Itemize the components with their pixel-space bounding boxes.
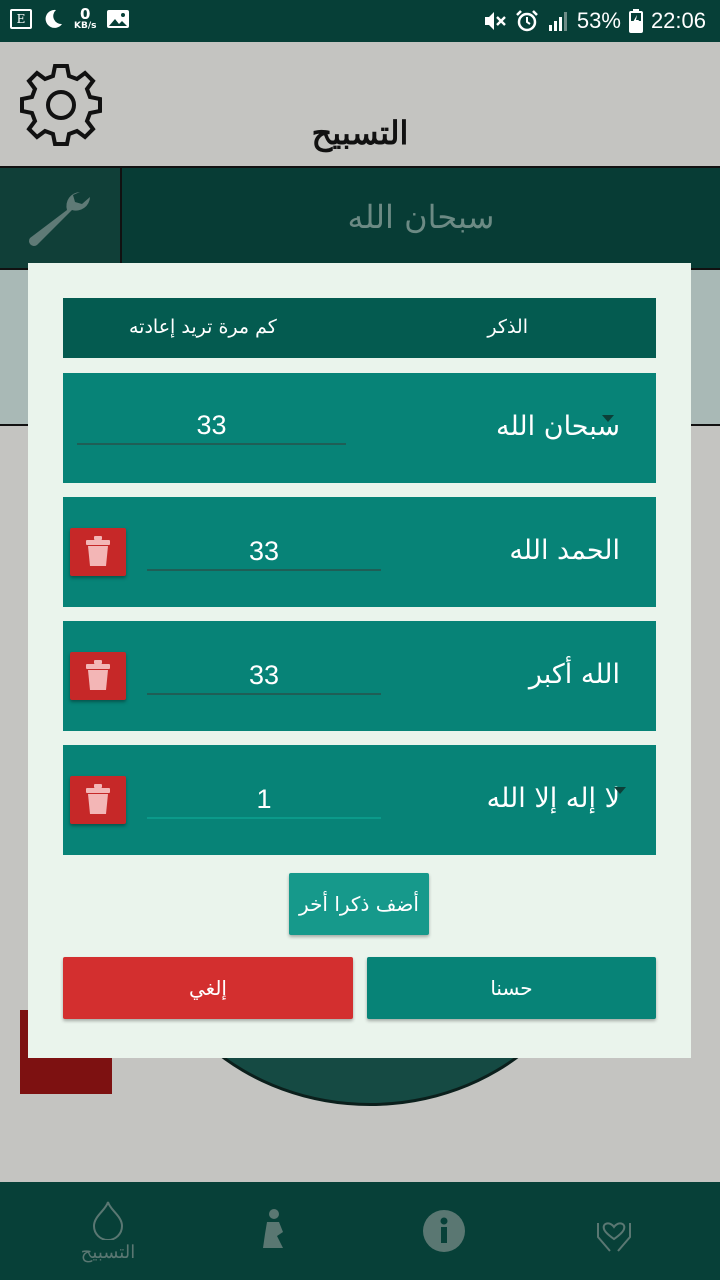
moon-icon: [42, 8, 64, 30]
dialog-table-header: [63, 298, 656, 358]
notification-e-icon: E: [10, 9, 32, 29]
dropdown-caret-icon: [602, 415, 614, 422]
battery-icon: [629, 9, 643, 33]
nav-label-tasbih: التسبيح: [80, 1241, 136, 1263]
speed-value: 0: [80, 5, 91, 23]
network-speed: [74, 7, 96, 31]
status-bar: [0, 0, 720, 42]
app-bar: [0, 42, 720, 166]
nav-item-prayer[interactable]: [184, 1182, 364, 1280]
image-icon: [106, 8, 130, 30]
trash-icon: [85, 784, 111, 816]
signal-icon: [547, 10, 569, 32]
dhikr-name[interactable]: لا إله إلا الله: [486, 783, 620, 814]
bottom-navigation: [0, 1182, 720, 1280]
delete-row-button[interactable]: [70, 652, 126, 700]
current-dhikr-bar: [0, 166, 720, 270]
wrench-icon: [22, 186, 100, 250]
dhikr-row: [63, 497, 656, 607]
trash-icon: [85, 536, 111, 568]
dhikr-name[interactable]: الحمد الله: [509, 535, 620, 566]
page-title: التسبيح: [311, 114, 409, 152]
nav-item-info[interactable]: [354, 1182, 534, 1280]
dhikr-row: [63, 621, 656, 731]
dhikr-name[interactable]: سبحان الله: [496, 411, 620, 442]
dhikr-row: [63, 745, 656, 855]
nav-item-tasbih[interactable]: [18, 1182, 198, 1280]
dhikr-name[interactable]: الله أكبر: [528, 659, 620, 690]
alarm-icon: [515, 9, 539, 33]
trash-icon: [85, 660, 111, 692]
heart-hands-icon: [594, 1209, 634, 1253]
nav-item-charity[interactable]: [524, 1182, 704, 1280]
delete-row-button[interactable]: [70, 776, 126, 824]
repeat-count-input[interactable]: [147, 781, 381, 819]
battery-percent: 53%: [576, 8, 621, 33]
current-dhikr-text: سبحان الله: [347, 198, 495, 236]
cancel-button[interactable]: إلغي: [63, 957, 353, 1019]
repeat-count-input[interactable]: [147, 657, 381, 695]
praying-person-icon: [257, 1208, 291, 1254]
prayer-beads-icon: [88, 1200, 128, 1240]
repeat-count-input[interactable]: [147, 533, 381, 571]
dhikr-row: [63, 373, 656, 483]
edit-dhikr-button[interactable]: [0, 168, 122, 268]
info-icon: [422, 1209, 466, 1253]
repeat-count-input[interactable]: [77, 407, 346, 445]
delete-row-button[interactable]: [70, 528, 126, 576]
header-count: كم مرة تريد إعادته: [129, 316, 277, 338]
ok-button[interactable]: حسنا: [367, 957, 656, 1019]
clock-time: 22:06: [650, 8, 706, 33]
header-dhikr: الذكر: [487, 316, 528, 338]
status-left: [10, 7, 130, 31]
edit-dhikr-dialog: [28, 263, 691, 1058]
status-right: [483, 8, 706, 34]
add-dhikr-button[interactable]: أضف ذكرا أخر: [289, 873, 429, 935]
mute-icon: [483, 10, 507, 32]
dropdown-caret-icon: [614, 787, 626, 794]
speed-unit: KB/s: [74, 21, 97, 31]
